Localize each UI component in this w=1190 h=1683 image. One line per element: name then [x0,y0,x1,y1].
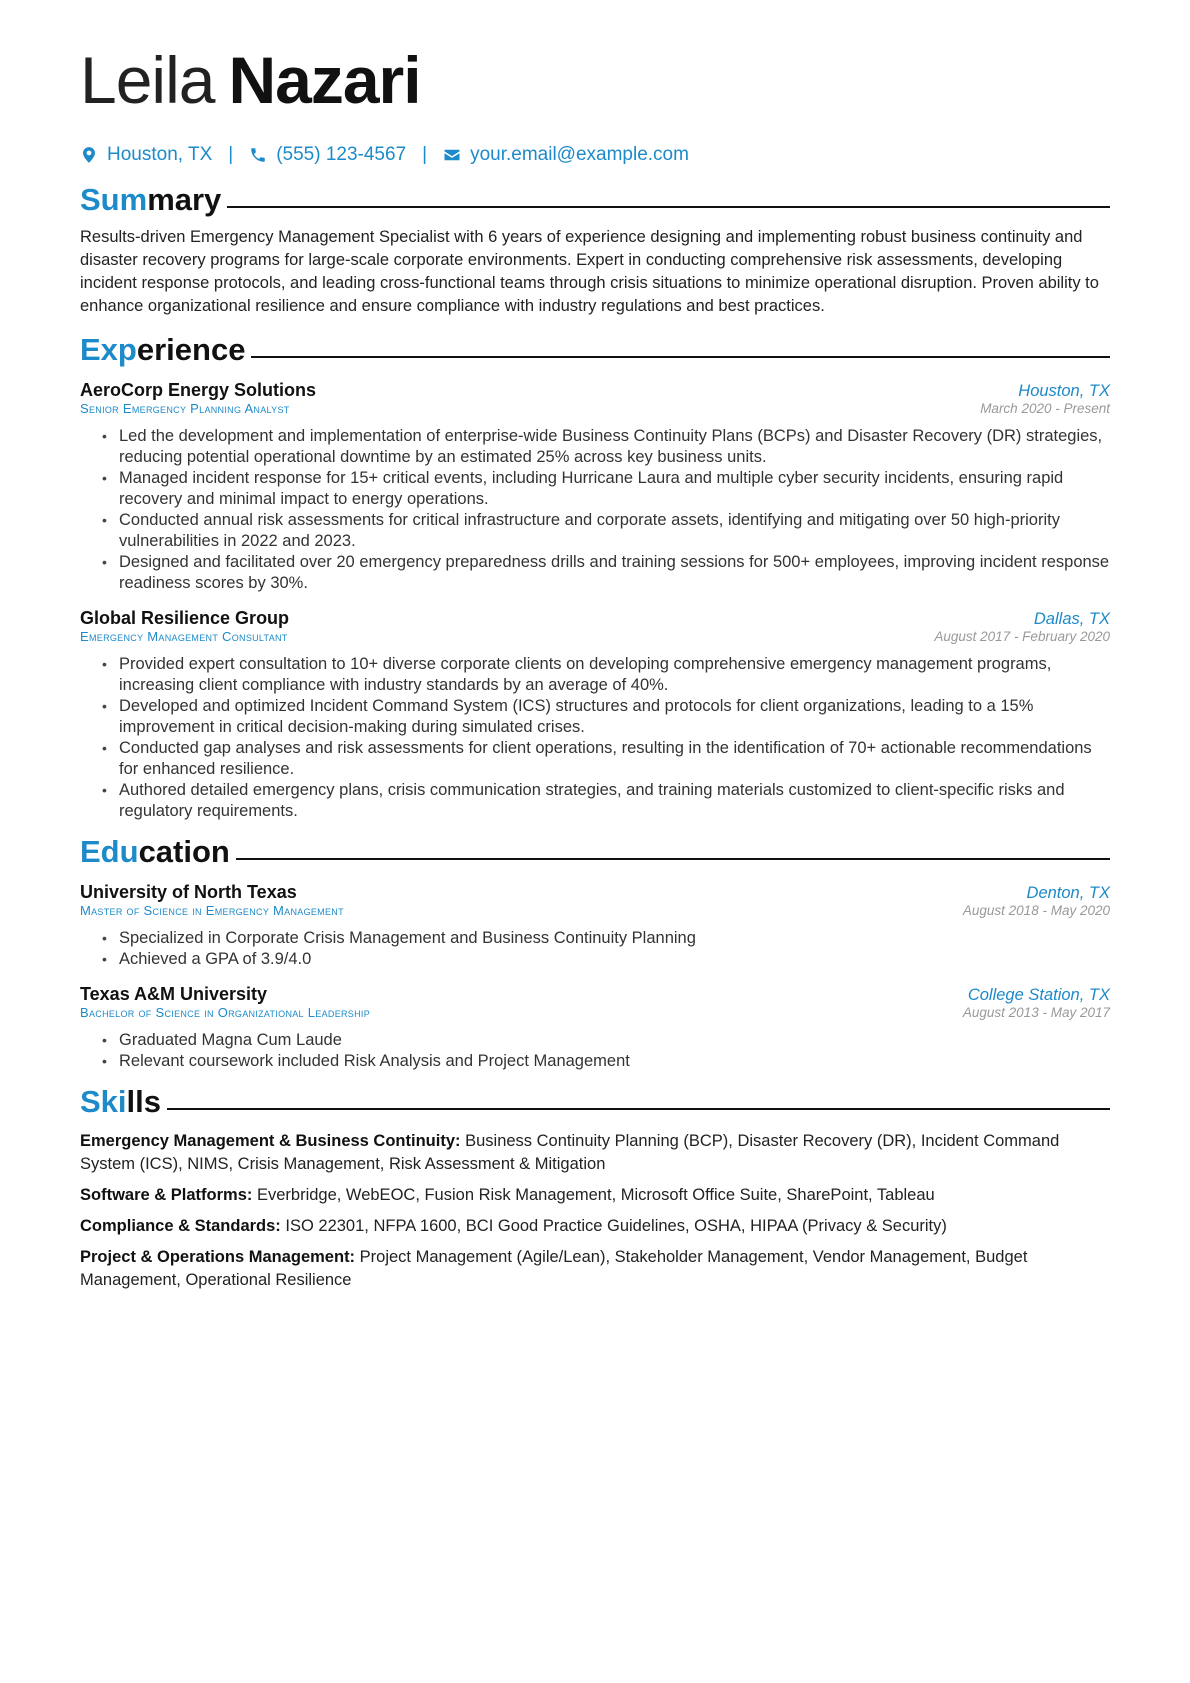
skill-row [80,1184,1110,1207]
list-item: • Conducted gap analyses and risk assessments for client operations, resulting in the identification of 70+ actionable recommendations for enhanced resilience. [102,738,1110,780]
degree-title: Bachelor of Science in Organizational Leadership [80,1005,371,1020]
entry-date: August 2013 - May 2017 [962,1005,1110,1020]
list-item: • Graduated Magna Cum Laude [102,1030,1110,1051]
company-name: AeroCorp Energy Solutions [80,380,317,400]
school-name: University of North Texas [80,882,297,902]
list-item: • Developed and optimized Incident Command System (ICS) structures and protocols for client organizations, leading to a 15% improvement in critical decision-making during simulated crises. [102,696,1110,738]
bullet-list [80,426,1110,594]
section-title: Skills [80,1084,161,1119]
section-divider [236,858,1110,860]
bullet-list [80,654,1110,822]
school-name: Texas A&M University [80,984,268,1004]
section-title: Education [80,834,230,869]
email-link[interactable]: your.email@example.com [470,144,689,165]
last-name: Nazari [228,43,421,117]
contact-phone[interactable] [249,144,406,166]
company-name: Global Resilience Group [80,608,290,628]
skill-category: Software & Platforms: [80,1186,253,1204]
list-item: • Conducted annual risk assessments for critical infrastructure and corporate assets, identifying and mitigating over 50 high-priority vulnerabilities in 2022 and 2023. [102,510,1110,552]
education-section-header [80,832,1110,872]
section-title: Experience [80,332,246,367]
contact-email[interactable] [443,144,689,166]
entry-location: College Station, TX [967,986,1110,1004]
list-item: • Managed incident response for 15+ critical events, including Hurricane Laura and multiple cyber security incidents, ensuring rapid recovery and minimal impact to energy operations. [102,468,1110,510]
location-text: Houston, TX [107,144,213,165]
entry-location: Denton, TX [1026,884,1110,902]
experience-entry [80,608,1110,822]
job-title: Senior Emergency Planning Analyst [80,401,290,416]
first-name: Leila [80,43,215,117]
skill-list: Project Management (Agile/Lean), Stakeholder Management, Vendor Management, Budget Management, Operational Resilience [80,1248,1028,1289]
phone-icon [249,146,267,164]
list-item: • Led the development and implementation of enterprise-wide Business Continuity Plans (BCPs) and Disaster Recovery (DR) strategies, reducing potential operational downtime by an estimated 25% across key business units. [102,426,1110,468]
entry-date: August 2018 - May 2020 [962,903,1110,918]
education-entry [80,882,1110,970]
list-item: • Authored detailed emergency plans, crisis communication strategies, and training materials customized to client-specific risks and regulatory requirements. [102,780,1110,822]
list-item: • Specialized in Corporate Crisis Management and Business Continuity Planning [102,928,1110,949]
map-marker-icon [80,146,98,164]
skill-list: Business Continuity Planning (BCP), Disaster Recovery (DR), Incident Command System (ICS), NIMS, Crisis Management, Risk Assessment & Mitigation [80,1132,1060,1173]
skill-row [80,1130,1110,1176]
contact-location [80,144,212,166]
entry-date: March 2020 - Present [980,401,1110,416]
skill-list: ISO 22301, NFPA 1600, BCI Good Practice Guidelines, OSHA, HIPAA (Privacy & Security) [285,1217,947,1235]
job-title: Emergency Management Consultant [80,629,288,644]
skill-row [80,1215,1110,1238]
summary-text: Results-driven Emergency Management Specialist with 6 years of experience designing and implementing robust business continuity and disaster recovery programs for large-scale corporate environments. Expert in conducting comprehensive risk assessments, developing incident response protocols, and leading cross-functional teams through crisis situations to minimize operational disruption. Proven ability to enhance organizational resilience and ensure compliance with industry regulations and best practices. [80,228,1099,315]
entry-location: Dallas, TX [1033,610,1110,628]
candidate-name [80,44,1110,116]
entry-date: August 2017 - February 2020 [934,629,1110,644]
skill-category: Project & Operations Management: [80,1248,356,1266]
experience-section-header [80,330,1110,370]
list-item: • Achieved a GPA of 3.9/4.0 [102,949,1110,970]
summary-section-header [80,180,1110,220]
section-divider [251,356,1110,358]
list-item: • Designed and facilitated over 20 emergency preparedness drills and training sessions for 500+ employees, improving incident response readiness scores by 30%. [102,552,1110,594]
contact-separator: | [228,144,234,165]
education-entry [80,984,1110,1072]
bullet-list [80,928,1110,970]
experience-entry [80,380,1110,594]
skill-list: Everbridge, WebEOC, Fusion Risk Management, Microsoft Office Suite, SharePoint, Tableau [256,1186,935,1204]
envelope-icon [443,146,461,164]
phone-text: (555) 123-4567 [276,144,407,165]
list-item: • Relevant coursework included Risk Analysis and Project Management [102,1051,1110,1072]
skills-section-header [80,1082,1110,1122]
skill-category: Emergency Management & Business Continuity: [80,1132,461,1150]
contact-separator: | [422,144,428,165]
contact-bar [80,144,1110,166]
section-divider [227,206,1110,208]
entry-location: Houston, TX [1018,382,1110,400]
list-item: • Provided expert consultation to 10+ diverse corporate clients on developing comprehensive emergency management programs, increasing client compliance with industry standards by an average of 40%. [102,654,1110,696]
section-divider [167,1108,1110,1110]
skill-row [80,1246,1110,1292]
skill-category: Compliance & Standards: [80,1217,281,1235]
degree-title: Master of Science in Emergency Management [80,903,344,918]
bullet-list [80,1030,1110,1072]
section-title: Summary [80,182,222,217]
